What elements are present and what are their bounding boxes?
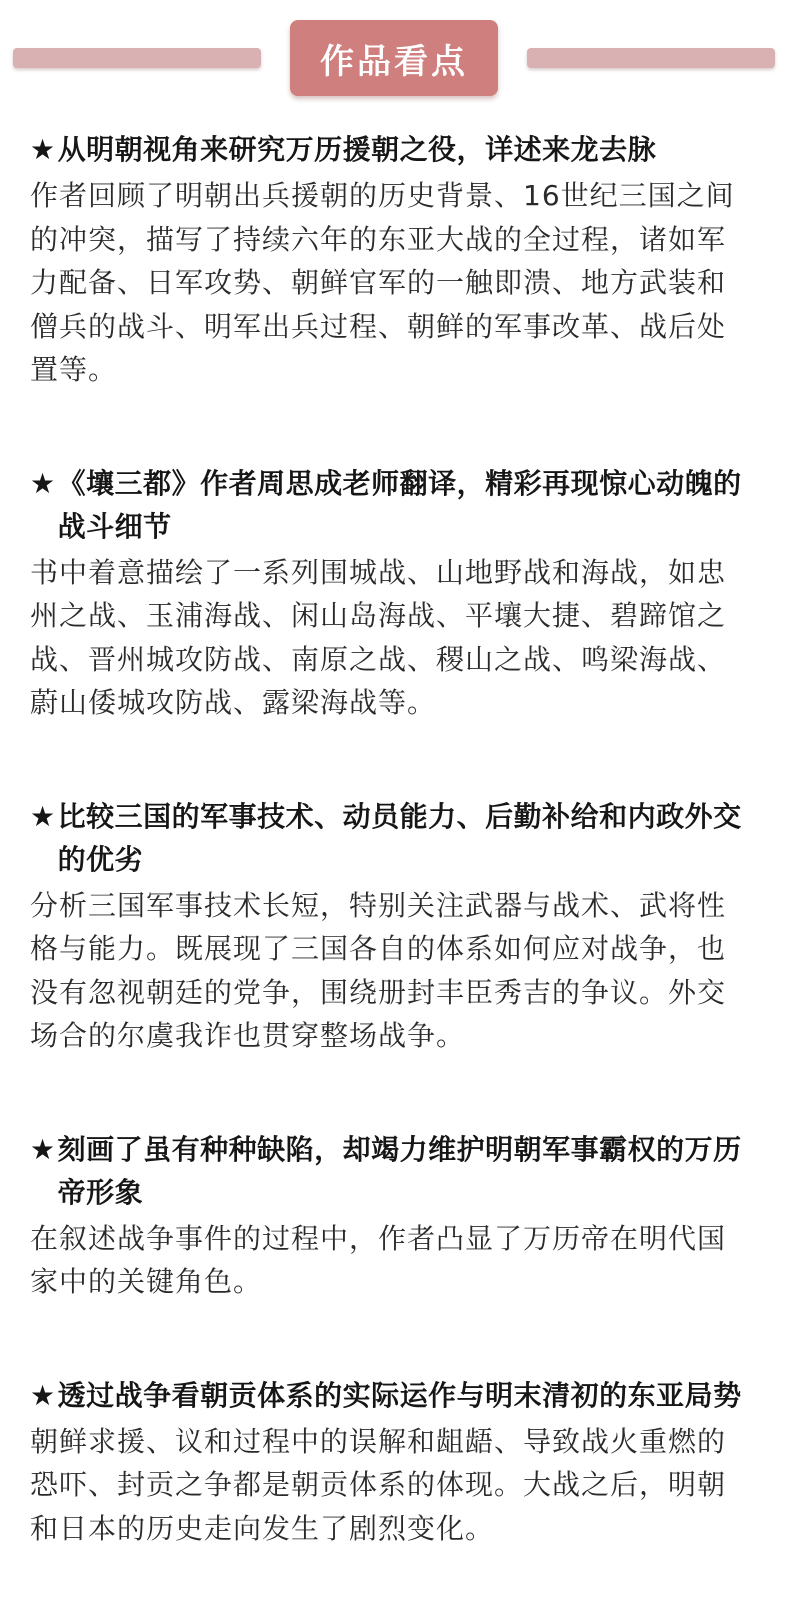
header-title-badge	[290, 20, 498, 96]
highlight-body: 书中着意描绘了一系列围城战、山地野战和海战，如忠州之战、玉浦海战、闲山岛海战、平壤大捷、碧蹄馆之战、晋州城攻防战、南原之战、稷山之战、鸣梁海战、蔚山倭城攻防战、露梁海战等。	[30, 555, 727, 719]
highlight-title-text: 《壤三都》作者周思成老师翻译，精彩再现惊心动魄的战斗细节	[57, 466, 742, 543]
highlight-body: 朝鲜求援、议和过程中的误解和龃龉、导致战火重燃的恐吓、封贡之争都是朝贡体系的体现。大战之后，明朝和日本的历史走向发生了剧烈变化。	[30, 1424, 727, 1545]
highlight-item	[30, 462, 742, 725]
highlight-title	[30, 462, 742, 548]
highlight-title-text: 从明朝视角来研究万历援朝之役，详述来龙去脉	[57, 133, 657, 166]
highlight-title-text: 透过战争看朝贡体系的实际运作与明末清初的东亚局势	[57, 1378, 742, 1412]
star-icon: ★	[30, 466, 56, 500]
highlight-title-text: 刻画了虽有种种缺陷，却竭力维护明朝军事霸权的万历帝形象	[57, 1132, 742, 1209]
highlight-title-text: 比较三国的军事技术、动员能力、后勤补给和内政外交的优劣	[57, 799, 742, 876]
header-decor-bar-right	[527, 48, 775, 68]
star-icon: ★	[30, 133, 56, 166]
highlight-title	[30, 128, 742, 171]
highlight-title	[30, 795, 742, 881]
star-icon: ★	[30, 799, 56, 833]
highlight-body: 分析三国军事技术长短，特别关注武器与战术、武将性格与能力。既展现了三国各自的体系如何应对战争，也没有忽视朝廷的党争，围绕册封丰臣秀吉的争议。外交场合的尔虞我诈也贯穿整场战争。	[30, 888, 727, 1052]
header-title: 作品看点	[320, 41, 468, 82]
highlight-title	[30, 1128, 742, 1214]
highlights-list	[30, 128, 742, 1620]
highlight-body: 作者回顾了明朝出兵援朝的历史背景、16世纪三国之间的冲突，描写了持续六年的东亚大战的全过程，诸如军力配备、日军攻势、朝鲜官军的一触即溃、地方武装和僧兵的战斗、明军出兵过程、朝鲜的军事改革、战后处置等。	[30, 179, 735, 386]
highlight-body: 在叙述战争事件的过程中，作者凸显了万历帝在明代国家中的关键角色。	[30, 1221, 727, 1298]
highlight-item	[30, 128, 742, 392]
highlight-title	[30, 1374, 742, 1417]
star-icon: ★	[30, 1132, 56, 1166]
header-decor-bar-left	[13, 48, 261, 68]
highlight-item	[30, 795, 742, 1058]
star-icon: ★	[30, 1378, 56, 1412]
section-header	[0, 0, 790, 110]
highlight-item	[30, 1374, 742, 1551]
highlight-item	[30, 1128, 742, 1304]
